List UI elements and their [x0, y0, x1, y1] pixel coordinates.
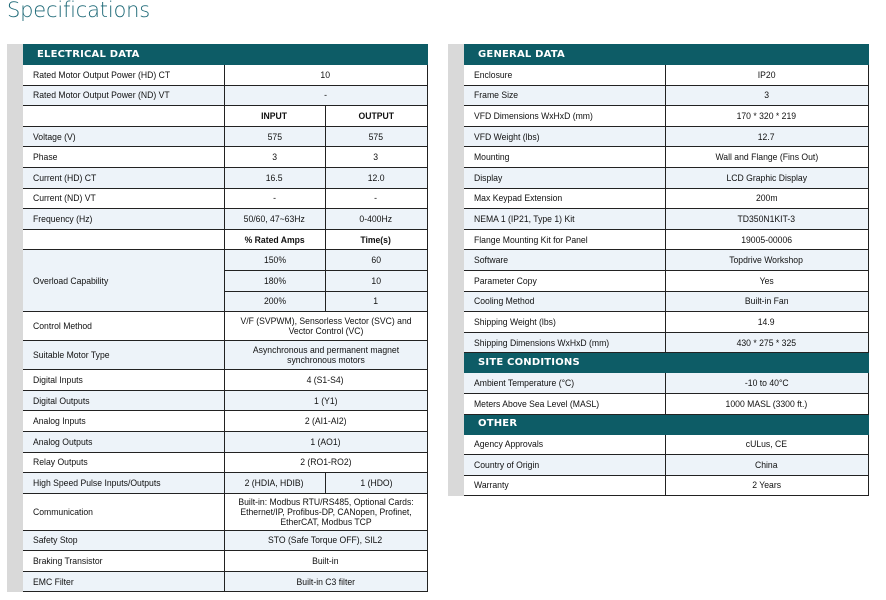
table-row: [23, 341, 427, 370]
row-label: Digital Outputs: [23, 390, 224, 411]
table-row: [23, 126, 427, 147]
column-header-rated-amps: % Rated Amps: [224, 229, 325, 250]
row-label: Shipping Weight (lbs): [474, 315, 556, 327]
table-row: [23, 551, 427, 572]
table-row: [464, 188, 868, 209]
row-value: -: [224, 85, 427, 106]
row-label: VFD Weight (lbs): [474, 130, 540, 142]
row-value: 200m: [755, 192, 778, 204]
row-label: Frequency (Hz): [23, 209, 224, 230]
table-row: [23, 312, 427, 341]
row-label: Mounting: [474, 151, 510, 163]
row-value: 2 Years: [752, 479, 781, 491]
column-header-input: INPUT: [224, 106, 325, 127]
table-cell: [464, 434, 665, 455]
row-label: Warranty: [474, 479, 509, 491]
table-cell: [665, 312, 868, 333]
table-cell: [665, 167, 868, 188]
column-header-output: OUTPUT: [325, 106, 427, 127]
row-value: 19005-00006: [741, 233, 792, 245]
rated-amps-value: 200%: [224, 291, 325, 312]
row-label: Ambient Temperature (°C): [474, 377, 575, 389]
table-cell: [464, 312, 665, 333]
table-cell: [665, 106, 868, 127]
output-value: 3: [325, 147, 427, 168]
section-header-other: [464, 414, 868, 434]
table-row: [464, 167, 868, 188]
row-label: Safety Stop: [23, 530, 224, 551]
row-label: EMC Filter: [23, 571, 224, 592]
input-value: 3: [224, 147, 325, 168]
table-row: [23, 147, 427, 168]
table-row: [23, 473, 427, 494]
table-row: [464, 106, 868, 127]
input-value: 16.5: [224, 167, 325, 188]
row-label: NEMA 1 (IP21, Type 1) Kit: [474, 212, 575, 224]
row-label: Analog Outputs: [23, 431, 224, 452]
table-cell: [665, 229, 868, 250]
row-value: 10: [224, 65, 427, 86]
table-cell: [464, 209, 665, 230]
table-cell: [665, 126, 868, 147]
general-data-table: [464, 44, 869, 496]
row-label: Max Keypad Extension: [474, 192, 563, 204]
row-label: Rated Motor Output Power (HD) CT: [23, 65, 224, 86]
row-label: Meters Above Sea Level (MASL): [474, 397, 600, 409]
table-row: [464, 85, 868, 106]
output-value: 1 (HDO): [325, 473, 427, 494]
row-label: Enclosure: [474, 68, 513, 80]
table-row: [464, 312, 868, 333]
table-row: [464, 332, 868, 353]
table-cell: [665, 85, 868, 106]
section-header-site: [464, 353, 868, 373]
table-cell: [665, 291, 868, 312]
table-cell: [464, 291, 665, 312]
table-row: [464, 434, 868, 455]
table-row: [23, 431, 427, 452]
row-value: Wall and Flange (Fins Out): [715, 151, 818, 163]
table-row: [23, 411, 427, 432]
overload-header-row: [23, 229, 427, 250]
table-row: [23, 390, 427, 411]
table-row: [23, 452, 427, 473]
row-label: Display: [474, 171, 503, 183]
table-row: [464, 270, 868, 291]
row-value: 1 (Y1): [224, 390, 427, 411]
table-row: [464, 65, 868, 86]
row-value: IP20: [757, 68, 776, 80]
table-row: [464, 126, 868, 147]
table-row: [464, 209, 868, 230]
table-cell: [665, 455, 868, 476]
row-value: TD350N1KIT-3: [737, 212, 796, 224]
table-cell: [665, 373, 868, 394]
table-cell: [665, 65, 868, 86]
row-label: Phase: [23, 147, 224, 168]
table-cell: [464, 373, 665, 394]
table-row: [464, 147, 868, 168]
row-label: Digital Inputs: [23, 370, 224, 391]
row-label: Communication: [23, 493, 224, 530]
table-cell: [464, 85, 665, 106]
table-cell: [665, 270, 868, 291]
row-value: Yes: [759, 274, 774, 286]
table-cell: [464, 147, 665, 168]
table-cell: [665, 147, 868, 168]
table-row: [23, 65, 427, 86]
section-title: GENERAL DATA: [464, 45, 868, 65]
table-row: [464, 373, 868, 394]
table-cell: [464, 332, 665, 353]
row-label: Current (ND) VT: [23, 188, 224, 209]
input-value: 575: [224, 126, 325, 147]
table-cell: [665, 250, 868, 271]
table-cell: [665, 434, 868, 455]
section-header-electrical: [23, 45, 427, 65]
row-value: 2 (AI1-AI2): [224, 411, 427, 432]
row-label: Voltage (V): [23, 126, 224, 147]
table-cell: [464, 229, 665, 250]
row-label: Current (HD) CT: [23, 167, 224, 188]
input-value: 50/60, 47~63Hz: [224, 209, 325, 230]
row-value: LCD Graphic Display: [726, 171, 807, 183]
row-label: Rated Motor Output Power (ND) VT: [23, 85, 224, 106]
table-row: [23, 370, 427, 391]
table-cell: [464, 270, 665, 291]
io-header-row: [23, 106, 427, 127]
table-cell: [665, 475, 868, 496]
table-cell: [464, 455, 665, 476]
output-value: 0-400Hz: [325, 209, 427, 230]
table-row: [464, 291, 868, 312]
table-cell: [464, 106, 665, 127]
table-row: [464, 475, 868, 496]
row-label: Frame Size: [474, 89, 519, 101]
page-title: Specifications: [7, 0, 150, 22]
overload-row: [23, 250, 427, 271]
output-value: -: [325, 188, 427, 209]
time-value: 10: [325, 270, 427, 291]
row-value: Topdrive Workshop: [729, 254, 804, 266]
row-value: 170 * 320 * 219: [736, 109, 797, 121]
section-title: OTHER: [464, 414, 868, 434]
table-cell: [665, 209, 868, 230]
row-label: Suitable Motor Type: [23, 341, 224, 370]
time-value: 60: [325, 250, 427, 271]
table-row: [23, 571, 427, 592]
table-row: [23, 85, 427, 106]
table-cell: [464, 393, 665, 414]
row-label: Analog Inputs: [23, 411, 224, 432]
empty-cell: [23, 106, 224, 127]
row-value: Built-in C3 filter: [224, 571, 427, 592]
empty-cell: [23, 229, 224, 250]
table-cell: [464, 188, 665, 209]
row-label: Cooling Method: [474, 295, 535, 307]
row-value: 14.9: [758, 315, 775, 327]
row-label: Agency Approvals: [474, 438, 544, 450]
row-value: Built-in: Modbus RTU/RS485, Optional Cards: Ethernet/IP, Profibus-DP, CANopen, Profinet, EtherCAT, Modbus TCP: [224, 493, 427, 530]
table-cell: [464, 167, 665, 188]
input-value: -: [224, 188, 325, 209]
table-cell: [464, 250, 665, 271]
table-cell: [464, 65, 665, 86]
electrical-data-table: [23, 44, 428, 592]
row-label: Country of Origin: [474, 458, 540, 470]
row-label: Braking Transistor: [23, 551, 224, 572]
table-row: [464, 455, 868, 476]
row-value: 4 (S1-S4): [224, 370, 427, 391]
row-value: V/F (SVPWM), Sensorless Vector (SVC) and Vector Control (VC): [224, 312, 427, 341]
general-data-panel: [448, 44, 868, 496]
table-row: [464, 250, 868, 271]
row-label: Parameter Copy: [474, 274, 537, 286]
table-cell: [464, 475, 665, 496]
row-label: Relay Outputs: [23, 452, 224, 473]
table-row: [23, 530, 427, 551]
row-value: 1000 MASL (3300 ft.): [725, 397, 808, 409]
table-cell: [665, 393, 868, 414]
row-label: Overload Capability: [23, 250, 224, 312]
row-label: VFD Dimensions WxHxD (mm): [474, 109, 593, 121]
table-row: [464, 229, 868, 250]
row-label: High Speed Pulse Inputs/Outputs: [23, 473, 224, 494]
output-value: 12.0: [325, 167, 427, 188]
row-value: -10 to 40°C: [744, 377, 789, 389]
table-row: [23, 493, 427, 530]
row-label: Shipping Dimensions WxHxD (mm): [474, 336, 610, 348]
section-title: SITE CONDITIONS: [464, 353, 868, 373]
row-value: 2 (RO1-RO2): [224, 452, 427, 473]
row-label: Software: [474, 254, 509, 266]
table-row: [23, 167, 427, 188]
row-label: Flange Mounting Kit for Panel: [474, 233, 588, 245]
row-value: Built-in Fan: [744, 295, 789, 307]
row-label: Control Method: [23, 312, 224, 341]
row-value: China: [755, 458, 778, 470]
section-header-general: [464, 45, 868, 65]
electrical-data-panel: [7, 44, 427, 592]
output-value: 575: [325, 126, 427, 147]
row-value: Built-in: [224, 551, 427, 572]
row-value: 12.7: [758, 130, 775, 142]
rated-amps-value: 180%: [224, 270, 325, 291]
row-value: cULus, CE: [745, 438, 788, 450]
table-cell: [665, 332, 868, 353]
table-row: [23, 188, 427, 209]
table-cell: [464, 126, 665, 147]
row-value: 1 (AO1): [224, 431, 427, 452]
row-value: 3: [764, 89, 769, 101]
rated-amps-value: 150%: [224, 250, 325, 271]
section-title: ELECTRICAL DATA: [23, 45, 427, 65]
table-row: [23, 209, 427, 230]
time-value: 1: [325, 291, 427, 312]
table-cell: [665, 188, 868, 209]
table-row: [464, 393, 868, 414]
row-value: STO (Safe Torque OFF), SIL2: [224, 530, 427, 551]
row-value: 430 * 275 * 325: [736, 336, 797, 348]
input-value: 2 (HDIA, HDIB): [224, 473, 325, 494]
row-value: Asynchronous and permanent magnet synchronous motors: [224, 341, 427, 370]
column-header-time: Time(s): [325, 229, 427, 250]
